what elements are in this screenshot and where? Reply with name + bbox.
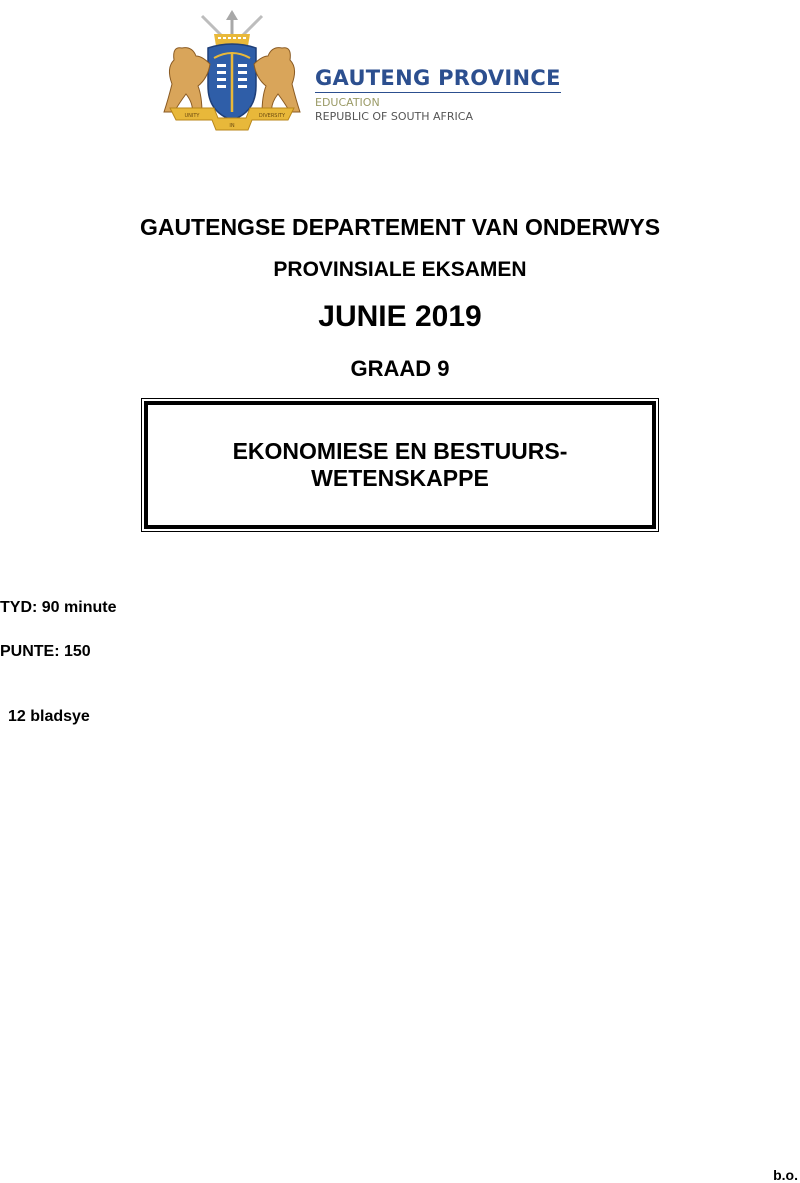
gauteng-province-logo — [152, 8, 572, 138]
coat-of-arms-icon — [152, 8, 312, 138]
subject-box — [141, 398, 659, 532]
subject-title — [144, 401, 656, 529]
please-turn-over: b.o. — [773, 1167, 798, 1183]
exam-marks: PUNTE: 150 — [0, 643, 91, 660]
svg-text:UNITY: UNITY — [184, 113, 200, 119]
subject-line-2: WETENSKAPPE — [311, 465, 489, 491]
exam-time: TYD: 90 minute — [0, 599, 117, 616]
exam-date: JUNIE 2019 — [318, 300, 482, 333]
logo-subtitle: EDUCATION — [315, 96, 380, 109]
logo-title: GAUTENG PROVINCE — [315, 65, 561, 93]
department-heading: GAUTENGSE DEPARTEMENT VAN ONDERWYS — [139, 214, 661, 240]
svg-text:DIVERSITY: DIVERSITY — [258, 113, 286, 119]
logo-text — [315, 65, 561, 124]
svg-text:IN: IN — [229, 123, 235, 129]
exam-heading: PROVINSIALE EKSAMEN — [273, 258, 527, 281]
grade-heading: GRAAD 9 — [350, 356, 450, 381]
page-count: 12 bladsye — [8, 708, 90, 725]
subject-line-1: EKONOMIESE EN BESTUURS- — [232, 438, 568, 464]
logo-country: REPUBLIC OF SOUTH AFRICA — [315, 110, 473, 123]
